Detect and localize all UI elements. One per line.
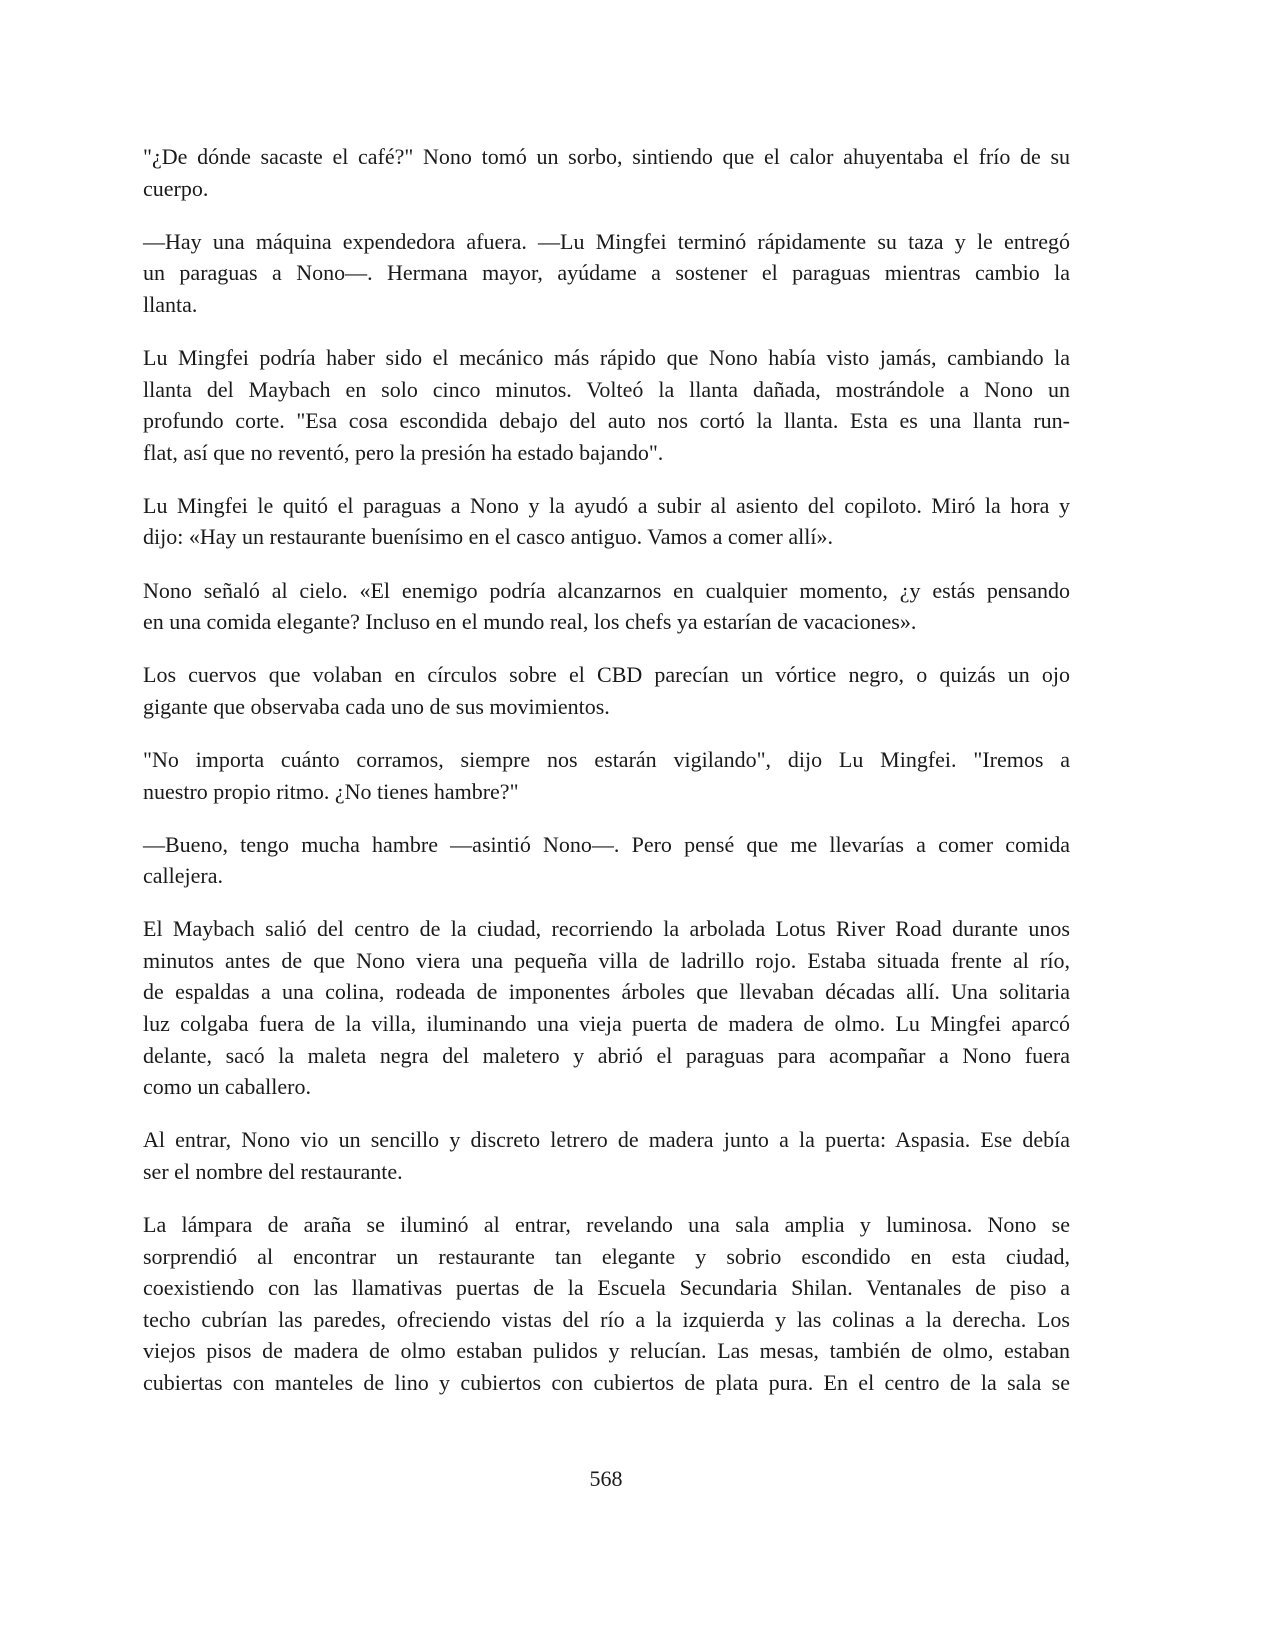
- paragraph: [143, 575, 1070, 638]
- text-line: viejos pisos de madera de olmo estaban pulidos y relucían. Las mesas, también de olmo, estaban: [143, 1338, 1070, 1364]
- text-line: Al entrar, Nono vio un sencillo y discreto letrero de madera junto a la puerta: Aspasia. Ese debía: [143, 1127, 1070, 1153]
- text-line: luz colgaba fuera de la villa, iluminando una vieja puerta de madera de olmo. Lu Mingfei aparcó: [143, 1011, 1070, 1037]
- text-line: profundo corte. "Esa cosa escondida debajo del auto nos cortó la llanta. Esta es una llanta run-: [143, 408, 1070, 434]
- text-line: delante, sacó la maleta negra del maletero y abrió el paraguas para acompañar a Nono fuera: [143, 1042, 1070, 1068]
- paragraph: [143, 659, 1070, 722]
- text-line: techo cubrían las paredes, ofreciendo vistas del río a la izquierda y las colinas a la derecha. Los: [143, 1306, 1070, 1332]
- text-line: —Hay una máquina expendedora afuera. —Lu Mingfei terminó rápidamente su taza y le entregó: [143, 228, 1070, 254]
- paragraph: [143, 829, 1070, 892]
- page-body: [143, 141, 1070, 1420]
- text-line: nuestro propio ritmo. ¿No tienes hambre?": [143, 778, 519, 804]
- text-line: La lámpara de araña se iluminó al entrar, revelando una sala amplia y luminosa. Nono se: [143, 1212, 1070, 1238]
- text-line: Nono señaló al cielo. «El enemigo podría alcanzarnos en cualquier momento, ¿y estás pensando: [143, 577, 1070, 603]
- page-number: 568: [589, 1466, 623, 1491]
- text-line: llanta.: [143, 291, 198, 317]
- text-line: de espaldas a una colina, rodeada de imponentes árboles que llevaban décadas allí. Una solitaria: [143, 979, 1070, 1005]
- text-line: sorprendió al encontrar un restaurante tan elegante y sobrio escondido en esta ciudad,: [143, 1243, 1070, 1269]
- text-line: como un caballero.: [143, 1074, 311, 1100]
- text-line: Los cuervos que volaban en círculos sobre el CBD parecían un vórtice negro, o quizás un ojo: [143, 662, 1070, 688]
- paragraph: [143, 913, 1070, 1103]
- text-line: un paraguas a Nono—. Hermana mayor, ayúdame a sostener el paraguas mientras cambio la: [143, 260, 1070, 286]
- paragraph: [143, 490, 1070, 553]
- paragraph: [143, 1209, 1070, 1399]
- paragraph: [143, 226, 1070, 321]
- text-line: minutos antes de que Nono viera una pequeña villa de ladrillo rojo. Estaba situada frente al río,: [143, 947, 1070, 973]
- text-line: El Maybach salió del centro de la ciudad, recorriendo la arbolada Lotus River Road durante unos: [143, 916, 1070, 942]
- text-line: gigante que observaba cada uno de sus movimientos.: [143, 693, 610, 719]
- text-line: dijo: «Hay un restaurante buenísimo en el casco antiguo. Vamos a comer allí».: [143, 524, 833, 550]
- text-line: "¿De dónde sacaste el café?" Nono tomó un sorbo, sintiendo que el calor ahuyentaba el frío de su: [143, 144, 1070, 169]
- text-line: callejera.: [143, 863, 223, 889]
- text-line: cuerpo.: [143, 175, 209, 201]
- text-line: —Bueno, tengo mucha hambre —asintió Nono—. Pero pensé que me llevarías a comer comida: [143, 831, 1070, 857]
- text-line: "No importa cuánto corramos, siempre nos estarán vigilando", dijo Lu Mingfei. "Iremos a: [143, 746, 1070, 772]
- text-line: coexistiendo con las llamativas puertas de la Escuela Secundaria Shilan. Ventanales de piso a: [143, 1275, 1070, 1301]
- paragraph: [143, 744, 1070, 807]
- text-line: en una comida elegante? Incluso en el mundo real, los chefs ya estarían de vacaciones».: [143, 609, 917, 635]
- text-line: flat, así que no reventó, pero la presión ha estado bajando".: [143, 439, 664, 465]
- text-line: ser el nombre del restaurante.: [143, 1158, 403, 1184]
- paragraph: [143, 342, 1070, 468]
- paragraph: [143, 141, 1070, 204]
- text-line: cubiertas con manteles de lino y cubiertos con cubiertos de plata pura. En el centro de la sala se: [143, 1370, 1070, 1395]
- text-line: llanta del Maybach en solo cinco minutos. Volteó la llanta dañada, mostrándole a Nono un: [143, 376, 1070, 402]
- text-line: Lu Mingfei le quitó el paraguas a Nono y la ayudó a subir al asiento del copiloto. Miró la hora y: [143, 492, 1070, 518]
- text-line: Lu Mingfei podría haber sido el mecánico más rápido que Nono había visto jamás, cambiando la: [143, 344, 1070, 370]
- paragraph: [143, 1124, 1070, 1187]
